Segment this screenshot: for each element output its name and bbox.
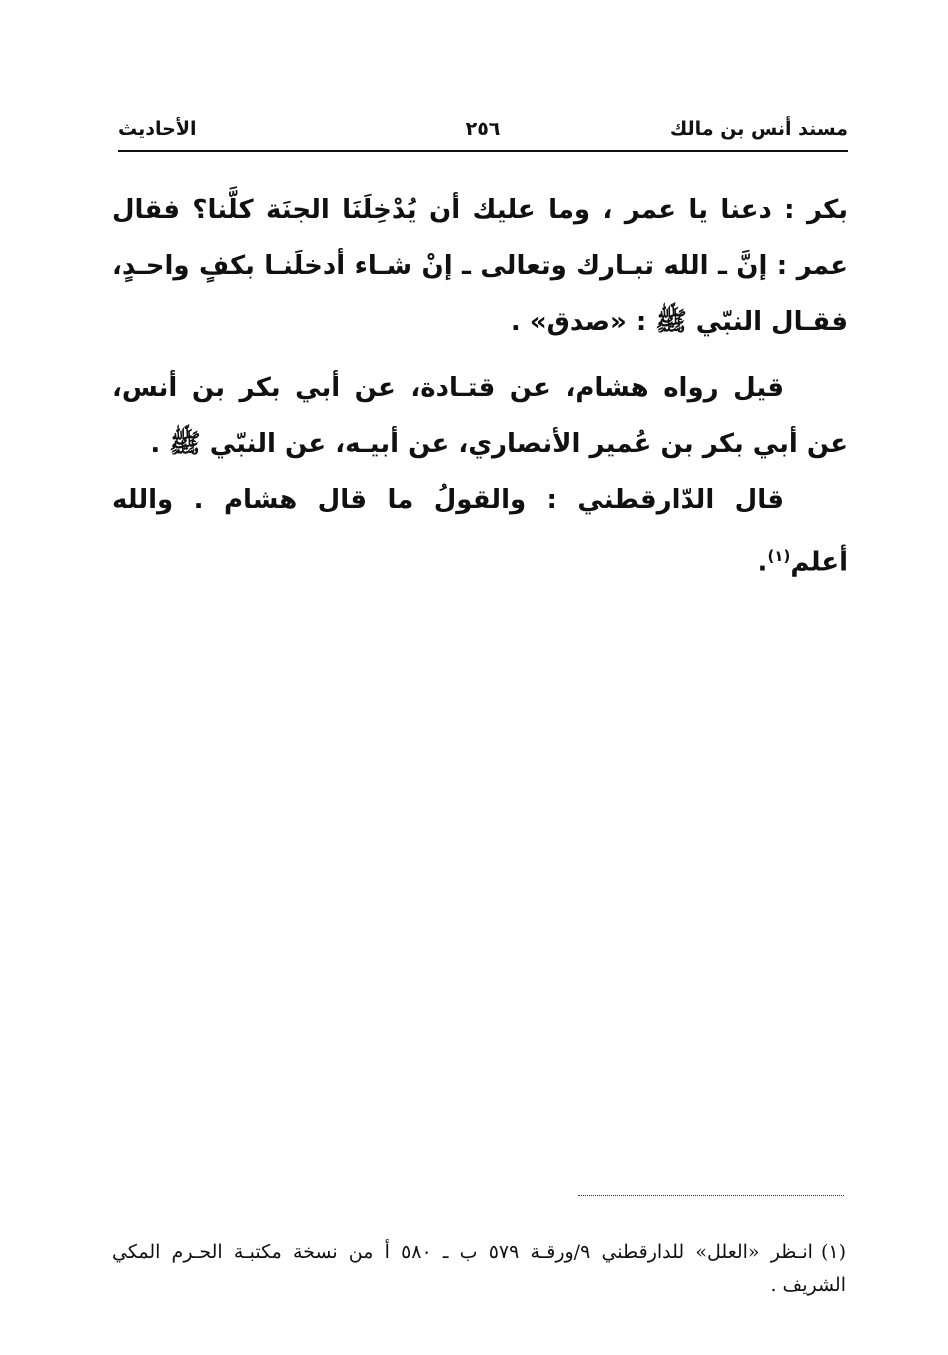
paragraph-2: قيل رواه هشام، عن قتـادة، عن أبي بكر بن أنس، عن أبي بكر بن عُمير الأنصاري، عن أبيـه، عن النبّي ﷺ . [112,373,848,459]
footnote-reference[interactable]: (١) [767,547,791,565]
paragraph-3 [112,472,848,591]
section-title: الأحاديث [118,118,197,140]
footnote-item [112,1236,846,1302]
footnote-number: (١) [820,1241,846,1263]
footnote-separator [578,1195,844,1196]
final-period: . [757,547,768,578]
paragraph-1: بكر : دعنا يا عمر ، وما عليك أن يُدْخِلَنَا الجنَة كلَّنا؟ فقال عمر : إنَّ ـ الله تبـارك وتعالى ـ إنْ شـاء أدخلَنـا بكفٍ واحـدٍ، فقـال النبّي ﷺ : «صدق» . [112,195,848,337]
book-title: مسند أنس بن مالك [669,118,848,140]
footnotes [112,1236,846,1302]
page-number: ٢٥٦ [465,118,501,140]
footnote-text: انـظر «العلل» للدارقطني ٩/ورقـة ٥٧٩ ب ـ ٥٨٠ أ من نسخة مكتبـة الحـرم المكي الشريف . [112,1241,846,1296]
main-text [112,182,848,591]
paragraph-3-text: قال الدّارقطني : والقولُ ما قال هشام . والله أعلم [112,485,848,578]
page-header [118,112,848,152]
